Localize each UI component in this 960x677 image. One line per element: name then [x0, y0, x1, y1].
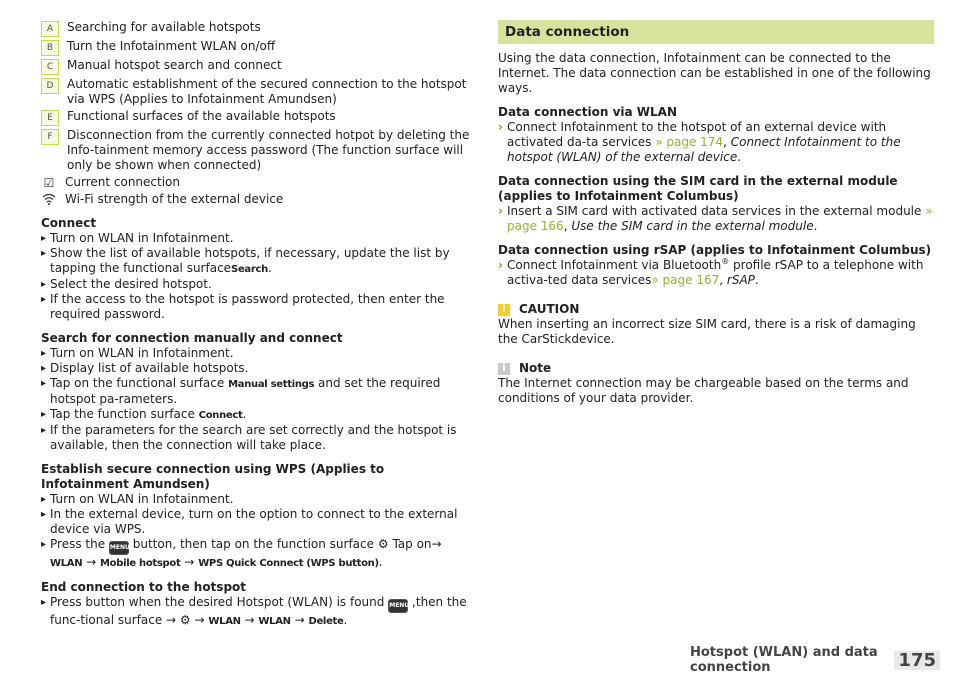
- legend-text: Wi-Fi strength of the external device: [65, 192, 284, 206]
- settings-gear-icon: ⚙: [179, 613, 191, 627]
- step: ▸ Press the MENU button, then tap on the function surface ⚙ Tap on→ WLAN → Mobile hotspot → WPS Quick Connect (WPS button).: [41, 537, 476, 571]
- page-ref-link[interactable]: » page 166: [507, 204, 933, 233]
- subheading: Data connection via WLAN: [498, 105, 678, 119]
- section-title: End connection to the hotspot: [41, 580, 247, 594]
- legend-item: [41, 192, 476, 207]
- legend-text: Manual hotspot search and connect: [67, 58, 282, 72]
- wps-quick-connect-label: WPS Quick Connect (WPS button): [198, 558, 379, 569]
- arrow-icon: ›: [498, 258, 503, 272]
- legend-text: Searching for available hotspots: [67, 20, 261, 34]
- page-ref-link[interactable]: » page 174: [655, 135, 724, 149]
- legend-key: C: [41, 59, 59, 75]
- page-footer: [690, 646, 940, 674]
- arrow-icon: ›: [498, 120, 503, 134]
- caution-text: When inserting an incorrect size SIM card, there is a risk of damaging the CarStickdevice.: [498, 317, 916, 346]
- legend-text: Disconnection from the currently connected hotpot by deleting the Info-tainment memory access password (The function surface will only be shown when connected): [67, 128, 470, 172]
- figure-legend: [41, 20, 476, 207]
- step: ▸ Turn on WLAN in Infotainment.: [41, 346, 476, 361]
- arrow-icon: ›: [498, 204, 503, 218]
- manual-section: [41, 331, 476, 453]
- menu-button-icon: MENU: [388, 599, 408, 613]
- legend-text: Current connection: [65, 175, 181, 189]
- instruction: › Connect Infotainment to the hotspot of an external device with activated da-ta services » page 174, Connect Infotainment to the hotspot (WLAN) of the external device.: [498, 120, 901, 164]
- wlan-label: WLAN: [208, 616, 241, 627]
- legend-text: Functional surfaces of the available hotspots: [67, 109, 336, 123]
- step: ▸ Select the desired hotspot.: [41, 277, 476, 292]
- legend-item: [41, 175, 476, 190]
- legend-key: E: [41, 110, 59, 126]
- connect-surface-label: Connect: [198, 410, 243, 421]
- delete-label: Delete: [308, 616, 344, 627]
- legend-key: B: [41, 40, 59, 56]
- wlan-label: WLAN: [258, 616, 291, 627]
- wifi-icon: [41, 193, 57, 207]
- legend-item: [41, 58, 476, 75]
- step: ▸ If the parameters for the search are set correctly and the hotspot is available, then the connection will take place.: [41, 423, 476, 453]
- step: ▸ Turn on WLAN in Infotainment.: [41, 231, 476, 246]
- connect-section: [41, 216, 476, 322]
- checkbox-icon: ☑: [43, 176, 55, 190]
- legend-key: D: [41, 78, 59, 94]
- legend-item: [41, 39, 476, 56]
- info-icon: i: [498, 363, 510, 375]
- section-title: Connect: [41, 216, 97, 230]
- wlan-label: WLAN: [50, 558, 83, 569]
- legend-key: A: [41, 21, 59, 37]
- legend-item: [41, 20, 476, 37]
- step: ▸ Display list of available hotspots.: [41, 361, 476, 376]
- section-title: Establish secure connection using WPS (Applies to Infotainment Amundsen): [41, 462, 385, 491]
- step: ▸ Turn on WLAN in Infotainment.: [41, 492, 476, 507]
- wps-section: [41, 462, 476, 571]
- left-column: [41, 20, 476, 629]
- right-column: [498, 20, 934, 406]
- step: ▸ Tap on the functional surface Manual settings and set the required hotspot pa-rameters.: [41, 376, 476, 407]
- step: ▸ If the access to the hotspot is password protected, then enter the required password.: [41, 292, 476, 322]
- manual-settings-label: Manual settings: [228, 379, 315, 390]
- legend-item: [41, 128, 476, 173]
- legend-item: [41, 109, 476, 126]
- legend-item: [41, 77, 476, 107]
- warning-icon: !: [498, 304, 510, 316]
- subheading: Data connection using rSAP (applies to Infotainment Columbus): [498, 243, 932, 257]
- subheading: Data connection using the SIM card in the external module (applies to Infotainment Columbus): [498, 174, 898, 203]
- mobile-hotspot-label: Mobile hotspot: [100, 558, 181, 569]
- search-surface-label: Search: [231, 264, 268, 275]
- note-heading: i Note: [498, 361, 934, 376]
- step: ▸ Press button when the desired Hotspot (WLAN) is found MENU ,then the func-tional surface → ⚙ → WLAN → WLAN → Delete.: [41, 595, 476, 629]
- legend-text: Turn the Infotainment WLAN on/off: [67, 39, 276, 53]
- settings-gear-icon: ⚙: [377, 537, 389, 551]
- legend-text: Automatic establishment of the secured connection to the hotspot via WPS (Applies to Infotainment Amundsen): [67, 77, 467, 106]
- instruction: › Insert a SIM card with activated data services in the external module » page 166, Use the SIM card in the external module.: [498, 204, 933, 233]
- caution-heading: ! CAUTION: [498, 302, 934, 317]
- step: ▸ Show the list of available hotspots, if necessary, update the list by tapping the functional surfaceSearch.: [41, 246, 476, 277]
- intro-paragraph: Using the data connection, Infotainment can be connected to the Internet. The data connection can be established in one of the following ways.: [498, 51, 931, 95]
- chapter-title: Hotspot (WLAN) and data connection: [690, 645, 878, 675]
- end-section: [41, 580, 476, 629]
- step: ▸ Tap the function surface Connect.: [41, 407, 476, 423]
- page-number: 175: [894, 651, 940, 670]
- section-banner: Data connection: [498, 20, 934, 44]
- note-text: The Internet connection may be chargeable based on the terms and conditions of your data provider.: [498, 376, 909, 405]
- instruction: › Connect Infotainment via Bluetooth® profile rSAP to a telephone with activa-ted data services» page 167, rSAP.: [498, 257, 924, 287]
- section-title: Search for connection manually and connect: [41, 331, 343, 345]
- legend-key: F: [41, 129, 59, 145]
- menu-button-icon: MENU: [109, 541, 129, 555]
- page-ref-link[interactable]: » page 167: [651, 273, 720, 287]
- step: ▸ In the external device, turn on the option to connect to the external device via WPS.: [41, 507, 476, 537]
